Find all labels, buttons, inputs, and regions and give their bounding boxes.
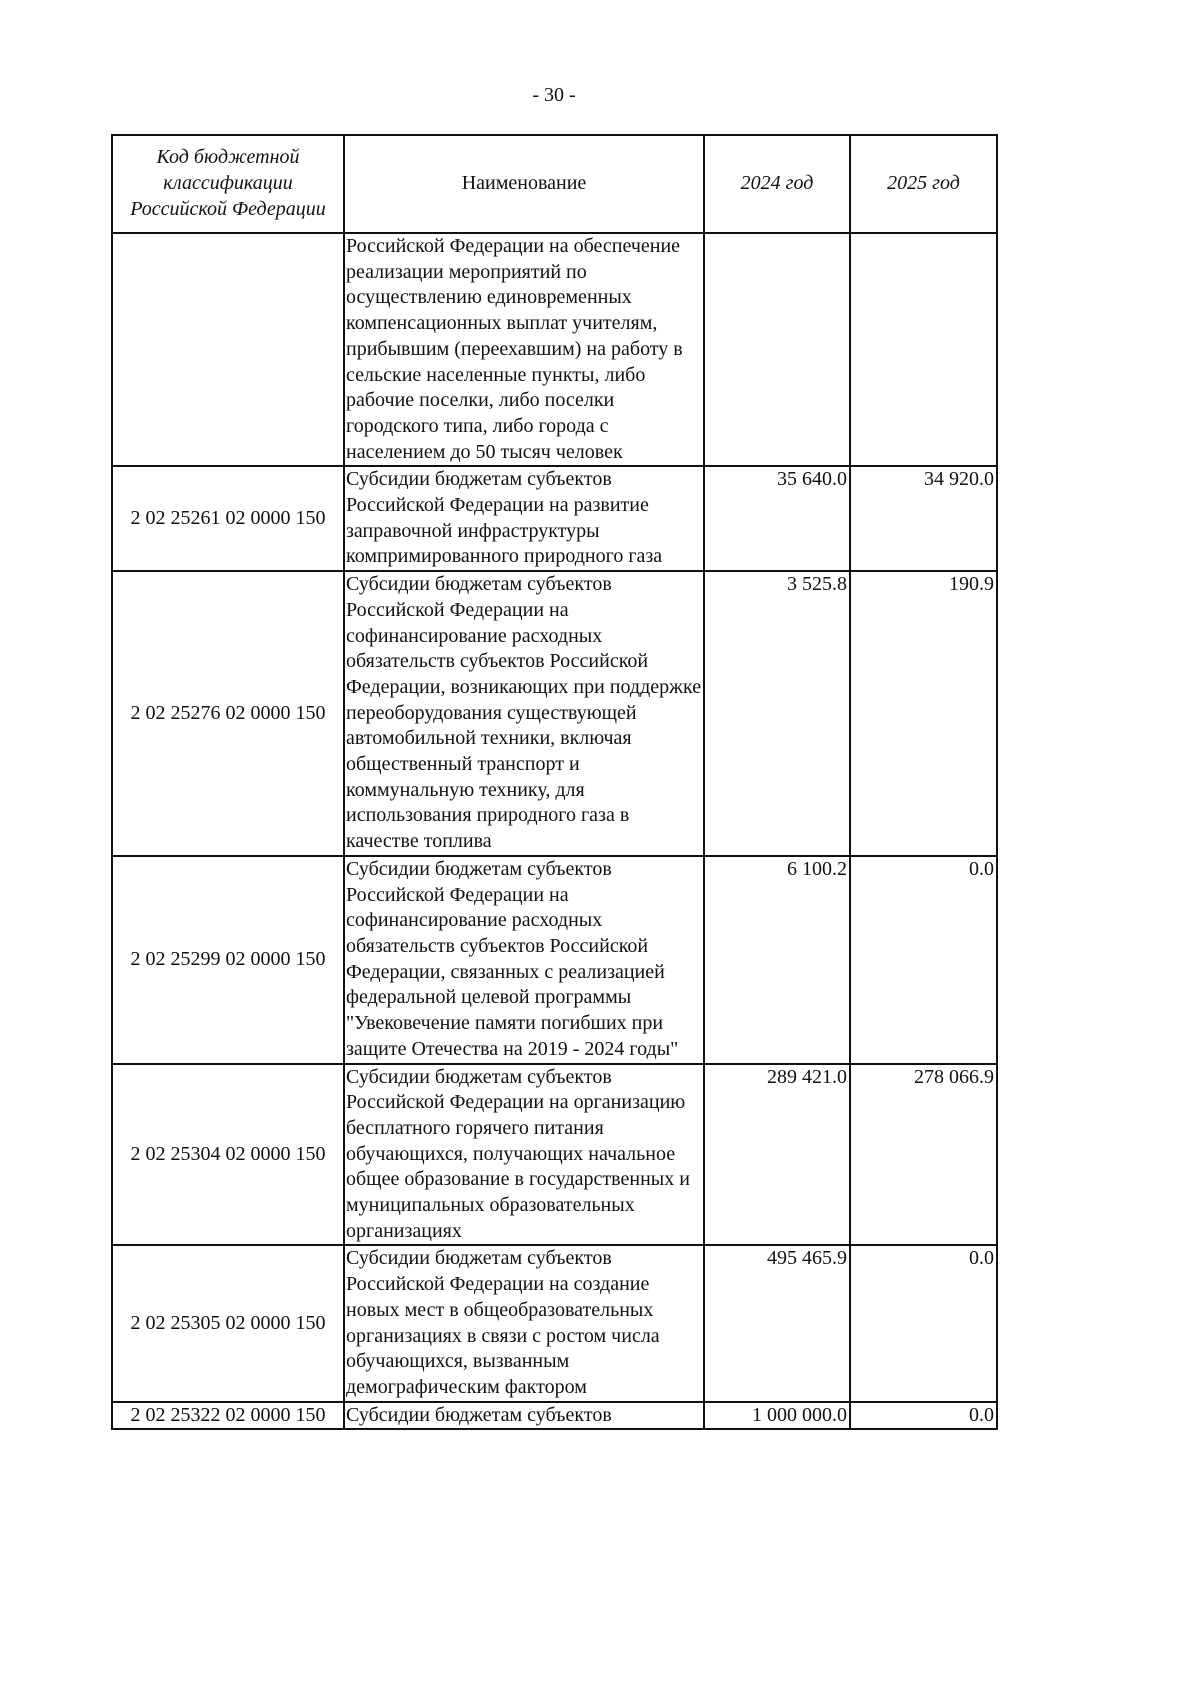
row-name: Субсидии бюджетам субъектов Российской Федерации на развитие заправочной инфраструктуры компримированного природного газа	[344, 466, 704, 571]
row-value-2024: 35 640.0	[704, 466, 850, 571]
row-value-2024: 289 421.0	[704, 1064, 850, 1246]
row-name: Субсидии бюджетам субъектов Российской Федерации на организацию бесплатного горячего питания обучающихся, получающих начальное общее образование в государственных и муниципальных образовательных организациях	[344, 1064, 704, 1246]
row-name: Российской Федерации на обеспечение реализации мероприятий по осуществлению единовременных компенсационных выплат учителям, прибывшим (переехавшим) на работу в сельские населенные пункты, либо рабочие поселки, либо поселки городского типа, либо города с населением до 50 тысяч человек	[344, 233, 704, 466]
row-value-2024: 1 000 000.0	[704, 1402, 850, 1430]
header-name: Наименование	[344, 135, 704, 233]
row-value-2024: 3 525.8	[704, 571, 850, 856]
row-name: Субсидии бюджетам субъектов Российской Федерации на софинансирование расходных обязательств субъектов Российской Федерации, связанных с реализацией федеральной целевой программы "Увековечение памяти погибших при защите Отечества на 2019 - 2024 годы"	[344, 856, 704, 1064]
table-row	[112, 1245, 997, 1401]
table-header-row	[112, 135, 997, 233]
header-2024: 2024 год	[704, 135, 850, 233]
row-value-2025: 0.0	[850, 1245, 997, 1401]
row-code: 2 02 25261 02 0000 150	[112, 466, 344, 571]
row-value-2024	[704, 233, 850, 466]
row-value-2025: 190.9	[850, 571, 997, 856]
row-code: 2 02 25276 02 0000 150	[112, 571, 344, 856]
row-value-2025	[850, 233, 997, 466]
row-value-2025: 34 920.0	[850, 466, 997, 571]
table-row	[112, 466, 997, 571]
table-row	[112, 571, 997, 856]
row-code	[112, 233, 344, 466]
row-value-2025: 0.0	[850, 1402, 997, 1430]
row-value-2025: 0.0	[850, 856, 997, 1064]
table-row	[112, 1064, 997, 1246]
header-code: Код бюджетной классификации Российской Федерации	[112, 135, 344, 233]
row-value-2024: 6 100.2	[704, 856, 850, 1064]
row-code: 2 02 25299 02 0000 150	[112, 856, 344, 1064]
row-name: Субсидии бюджетам субъектов Российской Федерации на создание новых мест в общеобразовательных организациях в связи с ростом числа обучающихся, вызванным демографическим фактором	[344, 1245, 704, 1401]
row-name: Субсидии бюджетам субъектов	[344, 1402, 704, 1430]
budget-table	[111, 134, 998, 1430]
table-row	[112, 856, 997, 1064]
table-row	[112, 1402, 997, 1430]
header-2025: 2025 год	[850, 135, 997, 233]
table-row	[112, 233, 997, 466]
row-code: 2 02 25322 02 0000 150	[112, 1402, 344, 1430]
row-code: 2 02 25304 02 0000 150	[112, 1064, 344, 1246]
row-name: Субсидии бюджетам субъектов Российской Федерации на софинансирование расходных обязательств субъектов Российской Федерации, возникающих при поддержке переоборудования существующей автомобильной техники, включая общественный транспорт и коммунальную технику, для использования природного газа в качестве топлива	[344, 571, 704, 856]
row-value-2024: 495 465.9	[704, 1245, 850, 1401]
row-value-2025: 278 066.9	[850, 1064, 997, 1246]
row-code: 2 02 25305 02 0000 150	[112, 1245, 344, 1401]
page-number: - 30 -	[532, 84, 576, 106]
